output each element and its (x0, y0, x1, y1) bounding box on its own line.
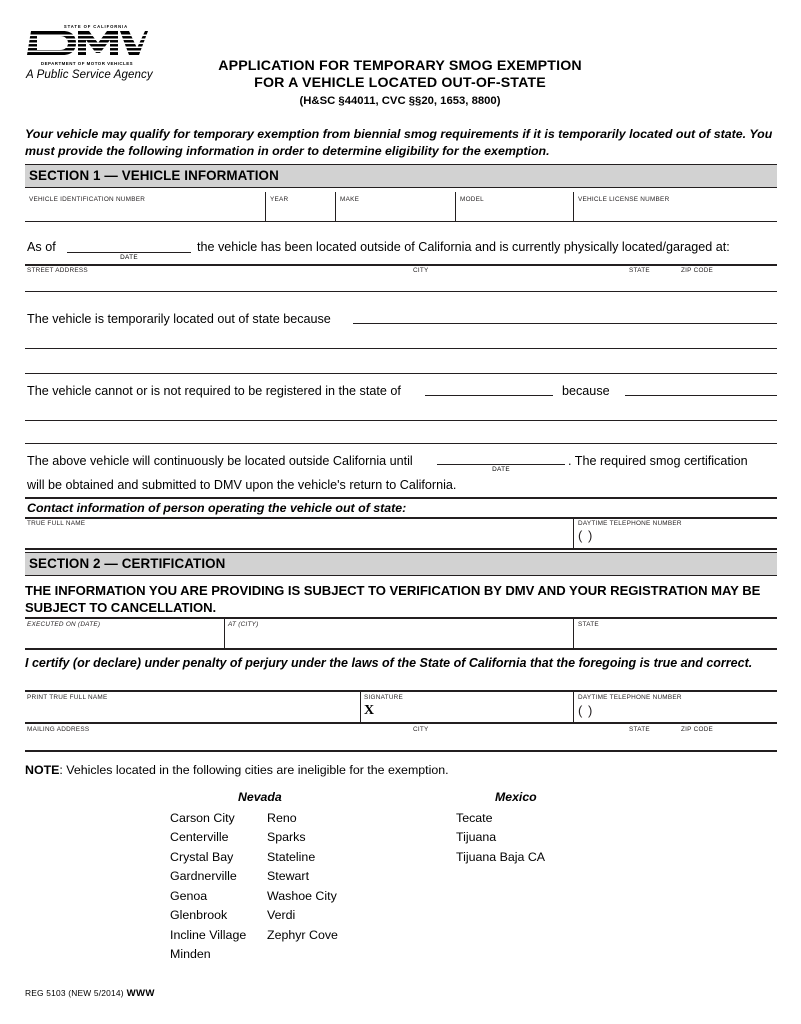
registration-because-underline (625, 395, 777, 396)
dmv-wordmark-icon (26, 30, 148, 56)
input-contact-phone[interactable] (622, 527, 774, 546)
input-state[interactable] (628, 274, 676, 290)
input-mailing-state[interactable] (628, 733, 676, 749)
executed-top-rule (25, 617, 777, 619)
form-title-citation: (H&SC §44011, CVC §§20, 1653, 8800) (299, 95, 501, 107)
executed-divider (224, 617, 225, 648)
label-executed-on: EXECUTED ON (DATE) (27, 621, 101, 628)
list-item: Washoe City (267, 889, 337, 903)
input-mailing-zip-code[interactable] (680, 733, 775, 749)
form-footer (25, 988, 155, 999)
label-at-city: AT (CITY) (228, 621, 259, 628)
input-executed-state[interactable] (576, 628, 774, 647)
input-contact-name[interactable] (27, 527, 571, 546)
input-print-true-full-name[interactable] (27, 701, 358, 721)
signature-divider (360, 690, 361, 722)
mailing-bottom-rule (25, 750, 777, 752)
list-item: Tijuana (456, 830, 497, 844)
list-item: Stateline (267, 850, 316, 864)
list-item: Tecate (456, 811, 493, 825)
list-item: Sparks (267, 830, 306, 844)
intro-paragraph: Your vehicle may qualify for temporary exemption from biennial smog requirements if it is temporarily located out of state. You must provide the following information in order to determine eligibility for the exemption. (25, 127, 773, 158)
form-header (0, 0, 801, 118)
footer-www: WWW (123, 988, 155, 999)
list-item: Stewart (267, 869, 310, 883)
signature-top-rule (25, 690, 777, 692)
input-executed-at-city[interactable] (227, 628, 571, 647)
section-1-title: SECTION 1 — VEHICLE INFORMATION (29, 168, 279, 183)
signature-bottom-rule (25, 722, 777, 724)
until-text-a: The above vehicle will continuously be located outside California until (27, 454, 413, 468)
signature-phone-parens: ( ) (578, 703, 594, 718)
table-bottom-rule (25, 221, 777, 222)
list-item: Verdi (267, 908, 296, 922)
label-make: MAKE (340, 196, 360, 203)
contact-top-rule (25, 497, 777, 499)
input-registration-because[interactable] (625, 382, 777, 395)
input-make[interactable] (337, 203, 453, 220)
input-mailing-city[interactable] (412, 733, 624, 749)
label-mailing-city: CITY (413, 726, 429, 733)
list-item: Minden (170, 947, 211, 961)
until-top-rule (25, 443, 777, 444)
input-executed-on-date[interactable] (27, 628, 221, 647)
label-city: CITY (413, 267, 429, 274)
input-city[interactable] (412, 274, 624, 290)
label-state: STATE (629, 267, 650, 274)
signature-x-mark: X (364, 703, 375, 718)
table-divider (455, 192, 456, 222)
reason-underline-1 (353, 323, 777, 324)
list-item: Crystal Bay (170, 850, 234, 864)
section-1-header (25, 164, 777, 188)
list-item: Carson City (170, 811, 235, 825)
perjury-statement: I certify (or declare) under penalty of perjury under the laws of the State of California that the foregoing is true and correct. (25, 656, 753, 670)
input-year[interactable] (267, 203, 333, 220)
input-mailing-address[interactable] (27, 733, 407, 749)
form-number: REG 5103 (NEW 5/2014) (25, 988, 124, 998)
input-reason-3[interactable] (27, 357, 775, 373)
input-vehicle-license[interactable] (575, 203, 775, 220)
note-text: : Vehicles located in the following cities are ineligible for the exemption. (59, 763, 449, 777)
registration-text-b: because (562, 384, 610, 398)
ineligible-note (25, 763, 449, 777)
input-registration-continuation[interactable] (27, 404, 775, 420)
reason-underline-2 (25, 348, 777, 349)
input-vin[interactable] (27, 203, 263, 220)
form-title-line1: APPLICATION FOR TEMPORARY SMOG EXEMPTION (218, 58, 582, 74)
input-reason-2[interactable] (27, 332, 775, 348)
logo-state-text: STATE OF CALIFORNIA (63, 24, 129, 29)
input-signature[interactable] (378, 701, 571, 721)
input-street-address[interactable] (27, 274, 407, 290)
registration-text-a: The vehicle cannot or is not required to be registered in the state of (27, 384, 401, 398)
table-divider (265, 192, 266, 222)
table-divider (573, 192, 574, 222)
label-print-true-full-name: PRINT TRUE FULL NAME (27, 694, 108, 701)
contact-heading: Contact information of person operating the vehicle out of state: (27, 501, 407, 515)
address-top-rule (25, 264, 777, 266)
as-of-prefix: As of (27, 240, 56, 254)
dmv-logo (26, 24, 153, 81)
list-item: Glenbrook (170, 908, 228, 922)
input-until-date[interactable] (437, 451, 565, 464)
label-street-address: STREET ADDRESS (27, 267, 88, 274)
as-of-date-label: DATE (120, 254, 138, 261)
label-year: YEAR (270, 196, 289, 203)
input-registration-state[interactable] (425, 382, 553, 395)
reason-text: The vehicle is temporarily located out of state because (27, 312, 331, 326)
list-item: Incline Village (170, 928, 247, 942)
logo-tagline: A Public Service Agency (26, 69, 153, 81)
label-contact-phone: DAYTIME TELEPHONE NUMBER (578, 520, 682, 527)
label-signature: SIGNATURE (364, 694, 404, 701)
until-text-b: . The required smog certification (568, 454, 748, 468)
list-item: Zephyr Cove (267, 928, 338, 942)
label-mailing-zip-code: ZIP CODE (681, 726, 714, 733)
label-signature-phone: DAYTIME TELEPHONE NUMBER (578, 694, 682, 701)
as-of-suffix: the vehicle has been located outside of California and is currently physically located/garaged at: (197, 240, 730, 254)
list-item: Genoa (170, 889, 208, 903)
input-model[interactable] (457, 203, 571, 220)
contact-phone-parens: ( ) (578, 528, 594, 543)
registration-underline-2 (25, 420, 777, 421)
label-zip-code: ZIP CODE (681, 267, 714, 274)
table-divider (335, 192, 336, 222)
input-as-of-date[interactable] (67, 238, 191, 252)
input-signature-phone[interactable] (622, 701, 774, 721)
contact-bottom-rule (25, 548, 777, 550)
list-item: Tijuana Baja CA (456, 850, 546, 864)
input-reason-1[interactable] (353, 310, 777, 323)
list-item: Reno (267, 811, 297, 825)
input-zip-code[interactable] (680, 274, 775, 290)
until-date-underline (437, 464, 565, 465)
note-label: NOTE (25, 763, 60, 777)
logo-department-text: DEPARTMENT OF MOTOR VEHICLES (40, 61, 134, 66)
executed-divider (573, 617, 574, 648)
label-mailing-state: STATE (629, 726, 650, 733)
label-mailing-address: MAILING ADDRESS (27, 726, 90, 733)
signature-divider (573, 690, 574, 722)
until-date-label: DATE (492, 466, 510, 473)
contact-divider (573, 517, 574, 548)
label-executed-state: STATE (578, 621, 599, 628)
executed-bottom-rule (25, 648, 777, 650)
label-vehicle-license: VEHICLE LICENSE NUMBER (578, 196, 670, 203)
label-contact-true-full-name: TRUE FULL NAME (27, 520, 86, 527)
section-2-header (25, 552, 777, 576)
registration-state-underline (425, 395, 553, 396)
reason-underline-3 (25, 373, 777, 374)
section-2-title: SECTION 2 — CERTIFICATION (29, 556, 226, 571)
until-line2: will be obtained and submitted to DMV upon the vehicle's return to California. (27, 478, 457, 492)
nevada-heading: Nevada (238, 790, 282, 804)
label-model: MODEL (460, 196, 484, 203)
verification-warning: THE INFORMATION YOU ARE PROVIDING IS SUBJECT TO VERIFICATION BY DMV AND YOUR REGISTRATION MAY BE SUBJECT TO CANCELLATION. (25, 583, 761, 615)
address-bottom-rule (25, 291, 777, 292)
list-item: Gardnerville (170, 869, 237, 883)
label-vin: VEHICLE IDENTIFICATION NUMBER (29, 196, 146, 203)
mexico-heading: Mexico (495, 790, 537, 804)
form-title-line2: FOR A VEHICLE LOCATED OUT-OF-STATE (254, 75, 546, 91)
contact-heading-rule (25, 517, 777, 519)
form-title (150, 58, 650, 109)
list-item: Centerville (170, 830, 229, 844)
